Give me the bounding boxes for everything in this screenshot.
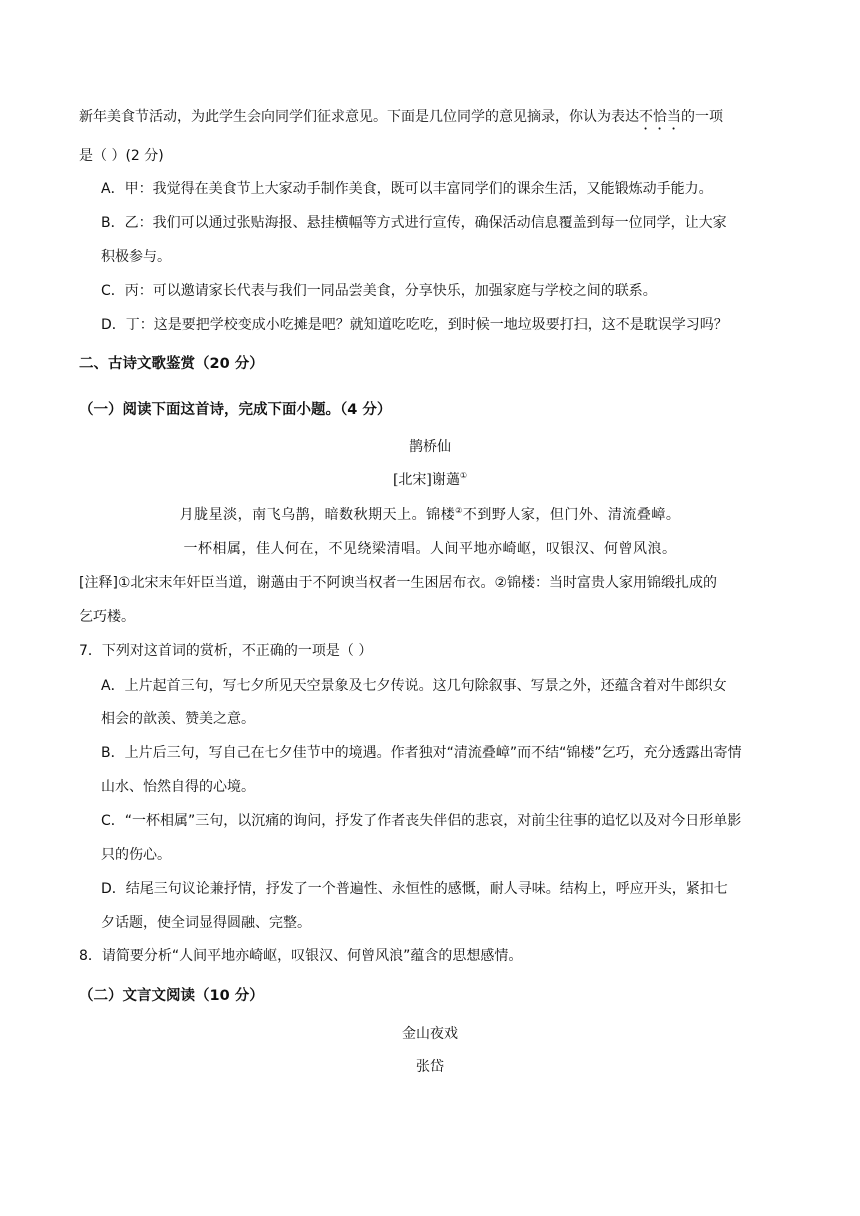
q7-option-b-line2: 山水、怡然自得的心境。 (101, 779, 255, 795)
q6-option-b-line1: B．乙：我们可以通过张贴海报、悬挂横幅等方式进行宣传，确保活动信息覆盖到每一位同学，让大家 (101, 215, 727, 231)
q7-option-a-line1: A．上片起首三句，写七夕所见天空景象及七夕传说。这几句除叙事、写景之外，还蕴含着对牛郎织女 (101, 678, 727, 694)
poem-line-1-tail: 不到野人家，但门外、清流叠嶂。 (462, 507, 681, 523)
annotation-line1: [注释]①北宋末年奸臣当道，谢薖由于不阿谀当权者一生困居布衣。②锦楼：当时富贵人家用锦缎扎成的 (79, 575, 718, 591)
q6-stem-line1 (79, 107, 723, 133)
annotation-line2: 乞巧楼。 (79, 609, 135, 625)
q6-emphasis-text: 不恰当 (639, 109, 681, 125)
prose-author: 张岱 (416, 1059, 444, 1075)
poem-author-name: [北宋]谢薖 (392, 472, 460, 488)
q6-stem-text: 新年美食节活动，为此学生会向同学们征求意见。下面是几位同学的意见摘录，你认为表达 (79, 109, 639, 125)
q7-option-b-line1: B．上片后三句，写自己在七夕佳节中的境遇。作者独对“清流叠嶂”而不结“锦楼”乞巧，充分透露出寄情 (101, 745, 742, 761)
section-heading: 二、古诗文歌鉴赏（20 分） (79, 356, 264, 372)
q7-option-c-line1: C．“一杯相属”三句，以沉痛的询问，抒发了作者丧失伴侣的悲哀，对前尘往事的追忆以及对今日形单影 (101, 813, 742, 829)
poem-line-2: 一杯相属，佳人何在，不见绕梁清唱。人间平地亦崎岖，叹银汉、何曾风浪。 (183, 541, 677, 557)
q6-stem-tail: 的一项 (681, 109, 723, 125)
q7-option-a-line2: 相会的歆羡、赞美之意。 (101, 711, 255, 727)
subsection-heading-prose: （二）文言文阅读（10 分） (79, 988, 264, 1004)
q6-option-a: A．甲：我觉得在美食节上大家动手制作美食，既可以丰富同学们的课余生活，又能锻炼动手能力。 (101, 181, 713, 197)
q7-stem: 7．下列对这首词的赏析，不正确的一项是（ ） (79, 643, 373, 659)
q6-option-d: D．丁：这是要把学校变成小吃摊是吧？就知道吃吃吃，到时候一地垃圾要打扫，这不是耽误学习吗？ (101, 317, 728, 333)
q6-option-c: C．丙：可以邀请家长代表与我们一同品尝美食，分享快乐，加强家庭与学校之间的联系。 (101, 283, 657, 299)
q7-option-d-line2: 夕话题，使全词显得圆融、完整。 (101, 915, 311, 931)
poem-line-1-text: 月胧星淡，南飞乌鹊，暗数秋期天上。锦楼 (179, 507, 456, 523)
q6-option-b-line2: 积极参与。 (101, 249, 171, 265)
q7-option-c-line2: 只的伤心。 (101, 847, 171, 863)
subsection-heading-poem: （一）阅读下面这首诗，完成下面小题。（4 分） (79, 402, 392, 418)
poem-title: 鹊桥仙 (409, 439, 451, 455)
q7-option-d-line1: D．结尾三句议论兼抒情，抒发了一个普遍性、永恒性的感慨，耐人寻味。结构上，呼应开头，紧扣七 (101, 881, 728, 897)
footnote-marker: ② (455, 506, 463, 515)
poem-author (0, 470, 860, 490)
q6-stem-line2: 是（ ）(2 分) (79, 148, 164, 164)
q8-stem: 8．请简要分析“人间平地亦崎岖，叹银汉、何曾风浪”蕴含的思想感情。 (79, 948, 523, 964)
footnote-marker: ① (459, 471, 468, 480)
poem-line-1 (0, 505, 860, 525)
prose-title: 金山夜戏 (402, 1026, 458, 1042)
